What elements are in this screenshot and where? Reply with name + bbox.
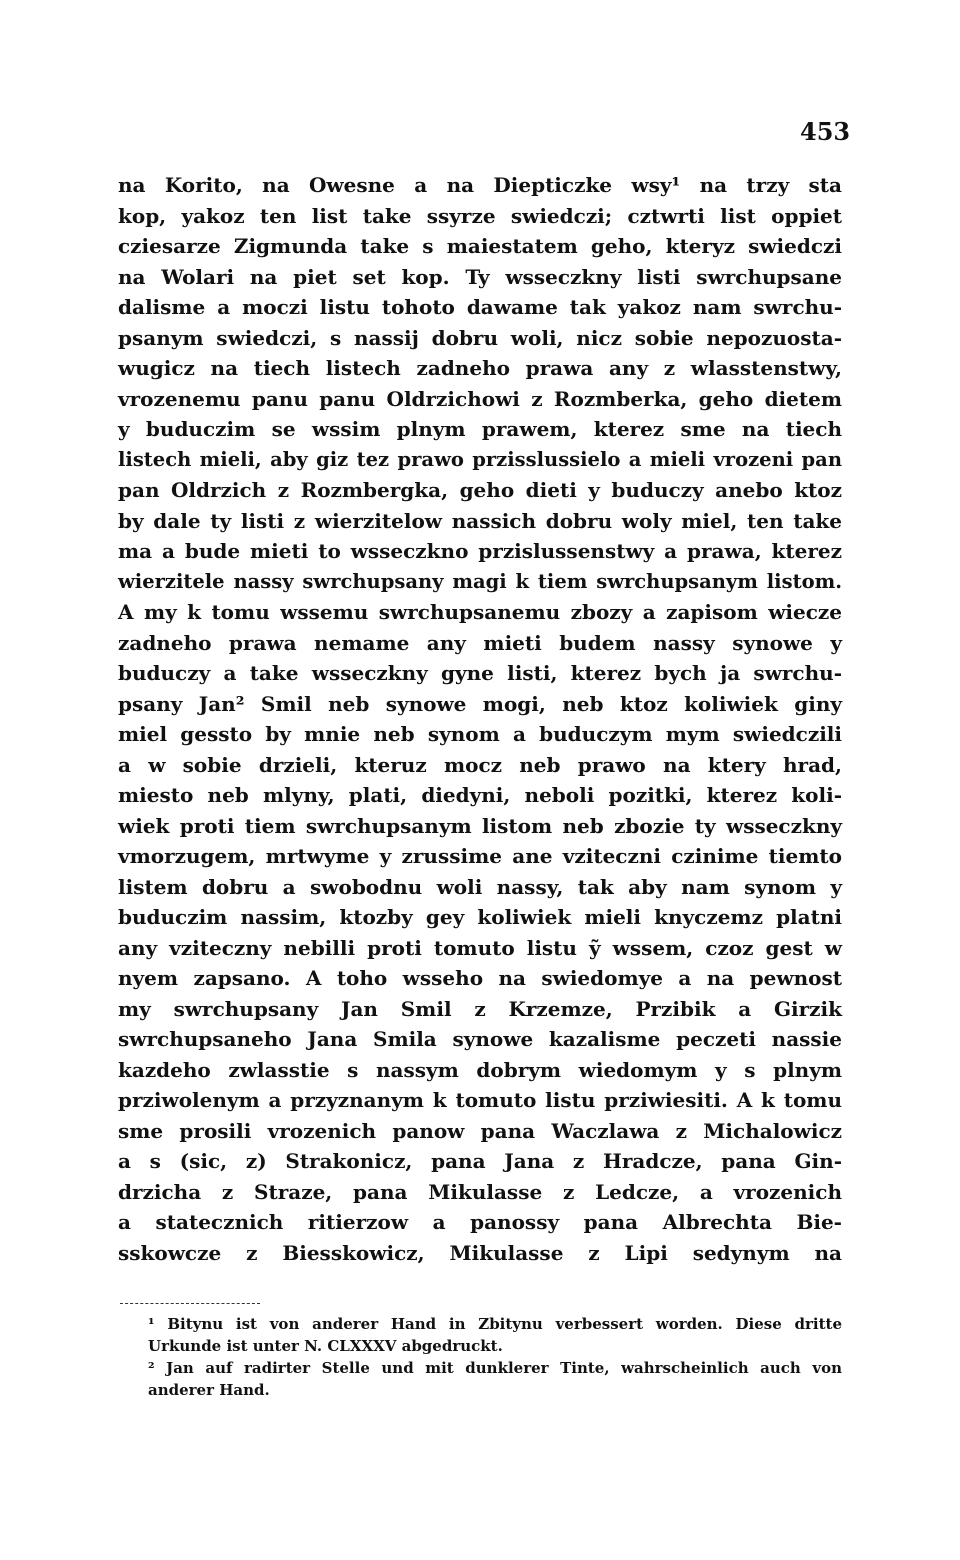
page-number: 453 (800, 117, 851, 146)
footnote-2-line-2: anderer Hand. (148, 1381, 270, 1399)
body-line: my swrchupsany Jan Smil z Krzemze, Przibik a Girzik (118, 996, 842, 1021)
body-line: cziesarze Zigmunda take s maiestatem geho, kteryz swiedczi (118, 234, 842, 258)
body-line: y buduczim se wssim plnym prawem, kterez sme na tiech (118, 417, 842, 441)
body-line: A my k tomu wssemu swrchupsanemu zbozy a zapisom wiecze (118, 600, 842, 624)
body-line: listech mieli, aby giz tez prawo przisslussielo a mieli vrozeni pan (118, 447, 842, 471)
footnotes (118, 1313, 842, 1401)
body-line: psanym swiedczi, s nassij dobru woli, nicz sobie nepozuosta- (118, 325, 842, 350)
footnote-1-line-2: Urkunde ist unter N. CLXXXV abgedruckt. (148, 1337, 503, 1355)
body-line: swrchupsaneho Jana Smila synowe kazalisme peczeti nassie (118, 1027, 842, 1051)
body-line: a statecznich ritierzow a panossy pana Albrechta Bie- (118, 1210, 842, 1234)
body-line: vmorzugem, mrtwyme y zrussime ane vziteczni czinime tiemto (118, 844, 842, 868)
body-line: prziwolenym a przyznanym k tomuto listu prziwiesiti. A k tomu (118, 1088, 842, 1112)
body-line: wugicz na tiech listech zadneho prawa any z wlasstenstwy, (118, 356, 842, 380)
body-text (118, 170, 842, 1268)
body-line: kop, yakoz ten list take ssyrze swiedczi; cztwrti list oppiet (118, 203, 842, 228)
body-line: miesto neb mlyny, plati, diedyni, neboli pozitki, kterez koli- (118, 783, 842, 807)
body-line: dalisme a moczi listu tohoto dawame tak yakoz nam swrchu- (118, 295, 842, 319)
body-line: psany Jan² Smil neb synowe mogi, neb ktoz koliwiek giny (118, 691, 842, 716)
body-line: by dale ty listi z wierzitelow nassich dobru woly miel, ten take (118, 508, 842, 533)
body-line: sskowcze z Biesskowicz, Mikulasse z Lipi sedynym na (118, 1240, 842, 1265)
body-line: miel gessto by mnie neb synom a buduczym mym swiedczili (118, 722, 842, 746)
body-line: na Wolari na piet set kop. Ty wsseczkny listi swrchupsane (118, 264, 842, 289)
footnote-divider (120, 1303, 260, 1304)
body-line: ma a bude mieti to wsseczkno przislussenstwy a prawa, kterez (118, 539, 842, 563)
body-line: buduczim nassim, ktozby gey koliwiek mieli knyczemz platni (118, 905, 842, 929)
body-line: wiek proti tiem swrchupsanym listom neb zbozie ty wsseczkny (118, 813, 842, 838)
footnote-2-line-1: ² Jan auf radirter Stelle und mit dunklerer Tinte, wahrscheinlich auch von (148, 1359, 842, 1377)
body-line: wierzitele nassy swrchupsany magi k tiem swrchupsanym listom. (118, 569, 842, 593)
body-line: zadneho prawa nemame any mieti budem nassy synowe y (118, 630, 842, 655)
body-line: a s (sic, z) Strakonicz, pana Jana z Hradcze, pana Gin- (118, 1149, 842, 1173)
body-line: na Korito, na Owesne a na Diepticzke wsy¹ na trzy sta (118, 173, 842, 197)
body-line: listem dobru a swobodnu woli nassy, tak aby nam synom y (118, 874, 842, 899)
body-line: any vziteczny nebilli proti tomuto listu ỹ wssem, czoz gest w (118, 935, 842, 960)
body-line: a w sobie drzieli, kteruz mocz neb prawo na ktery hrad, (118, 752, 842, 777)
body-line: nyem zapsano. A toho wsseho na swiedomye a na pewnost (118, 966, 842, 990)
body-line: sme prosili vrozenich panow pana Waczlawa z Michalowicz (118, 1118, 842, 1143)
body-line: pan Oldrzich z Rozmbergka, geho dieti y buduczy anebo ktoz (118, 478, 842, 502)
body-line: buduczy a take wsseczkny gyne listi, kterez bych ja swrchu- (118, 661, 842, 685)
body-line: drzicha z Straze, pana Mikulasse z Ledcze, a vrozenich (118, 1179, 842, 1204)
body-line: vrozenemu panu panu Oldrzichowi z Rozmberka, geho dietem (118, 386, 842, 411)
body-line: kazdeho zwlasstie s nassym dobrym wiedomym y s plnym (118, 1057, 842, 1082)
footnote-1-line-1: ¹ Bitynu ist von anderer Hand in Zbitynu verbessert worden. Diese dritte (148, 1315, 842, 1333)
